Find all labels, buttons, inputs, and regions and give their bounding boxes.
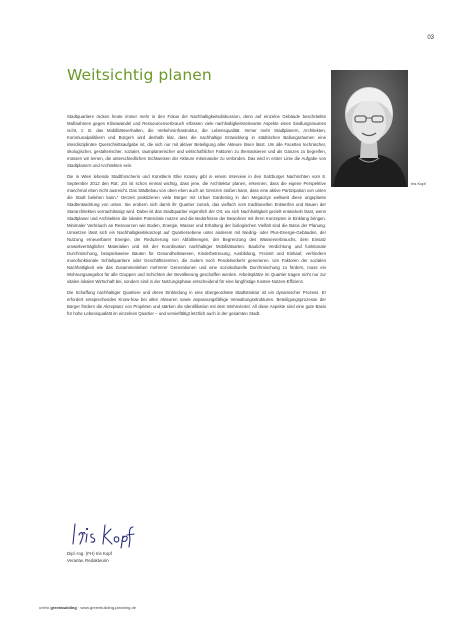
page-title: Weitsichtig planen (67, 66, 212, 84)
footer-url: · www.greenbuilding-planning.de (77, 605, 136, 610)
body-text (67, 114, 326, 322)
page-number: 03 (427, 35, 434, 41)
handwritten-signature (67, 519, 137, 554)
signer-name: Dipl.-Ing. (FH) Iris Kopf (67, 551, 112, 556)
author-photo (331, 70, 408, 187)
signer-block (67, 551, 112, 564)
signature-image (67, 519, 137, 549)
footer-brand: ortho (39, 605, 50, 610)
paragraph: Die in Wien lebende Stadtforscherin und Künstlerin Elke Krasny gibt in einem Interview in den Salzburger Nachrichten vom 8. September 2012 den Rat: „Es ist schon einmal wichtig, dass jene, die Architektur planen, erkennen, dass die eigene Perspektive manchmal eben nicht ausreicht. Das Städtebau von oben eben auch an Grenzen stoßen kann, dass eine aktive Partizipation von unten die Stadt beleben kann.“ Derzeit praktizieren viele Bürger mit Urban Gardening in den Megacitys weltweit diese ungeplante Stadtentwicklung von unten. Sie erobern sich damit ihr Quartier zurück, das vielfach vom traditionellen Entwerfen und Bauen der Stararchitekten vernachlässigt wird. Dabei ist das Stadtquartier eigentlich der Ort, wo sich Nachhaltigkeit gezielt entwickeln lässt, wenn Stadtplaner und Architekten die lokalen Potenziale nutzen und die Bedürfnisse der Bewohner mit ihren Konzepten in Einklang bringen. Minimaler Verbrauch an Ressourcen wie Boden, Energie, Wasser und Erhaltung der biologischen Vielfalt sind die Basis der Planung. Umsetzen lässt sich ein Nachhaltigkeitskonzept auf Quartiersebene unter anderem mit Niedrig- oder Plus-Energie-Gebäuden, der Nutzung erneuerbarer Energie, der Reduzierung von Abfallmengen, der Begrenzung des Wasserverbrauchs, dem Einsatz umweltverträglicher Materialien und mit der Koordination nachhaltiger Mobilitätsarten. Bauliche Verdichtung und funktionale Durchmischung, beispielsweise Bauten für Gesundheitswesen, Kinderbetreuung, Ausbildung, Freizeit und Einkauf, verhindern monofunktionale Schlafquartiere oder Geschäftszentren, die zudem noch Pendelverkehr generieren. Um Faktoren der sozialen Nachhaltigkeit wie das Zusammenleben mehrerer Generationen und eine soziokulturelle Durchmischung zu fördern, muss ein Wohnungsangebot für alle Gruppen und Schichten der Bevölkerung geschaffen werden. Arbeitsplätze im Quartier tragen nicht nur zur vitalen lokalen Wirtschaft bei, sondern sind in der Nutzungsphase entscheidend für eine langfristige Kosten-Nutzen-Effizienz. (67, 174, 326, 284)
signer-role: Verantw. Redakteurin (67, 557, 109, 563)
photo-caption: Iris Kopf (411, 181, 426, 186)
paragraph: Stadtquartiere rücken heute immer mehr in den Fokus der Nachhaltigkeitsdiskussion, denn auf einzelne Gebäude beschränkte Maßnahmen gegen Klimawandel und Ressourcenverbrauch erfassen viele nachhaltigkeitsrelevante Aspekte eines Siedlungsraumes nicht, z. B. das Mobilitätsverhalten, die Verkehrsinfrastruktur, die Lebensqualität. Immer mehr Stadtplanern, Architekten, Kommunalpolitikern und Bürgern wird deshalb klar, dass die nachhaltige Entwicklung in städtischen Ballungsräumen eine interdisziplinäre Querschnittsaufgabe ist, die sich nur mit aktiver Beteiligung aller Akteure lösen lässt. Um alle Facetten technischer, ökologischer, gestalterischer, sozialer, raumplanerischer und wirtschaftlicher Faktoren zu thematisieren und als Ganzes zu begreifen, müssen wir lernen, die unterschiedlichen Sichtweisen der Akteure miteinander zu verbinden. Das wird in erster Linie die Aufgabe von Stadtplanern und Architekten sein. (67, 114, 326, 168)
page-footer (39, 605, 136, 610)
paragraph: Die Schaffung nachhaltiger Quartiere und deren Einbindung in eine übergeordnete Stadtstruktur ist ein dynamischer Prozess. Er erfordert entsprechendes Know-how bei allen Akteuren sowie anpassungsfähige Verwaltungsstrukturen. Beteiligungsprozesse der Bürger fördern die Akzeptanz von Projekten und stärken die Identifikation mit dem Wohnviertel. All diese Aspekte sind eine gute Basis für hohe Lebensqualität im einzelnen Quartier – und vervielfältigt letztlich auch in der gesamten Stadt. (67, 290, 326, 316)
portrait-image (331, 70, 408, 187)
footer-title: greenbuilding (50, 605, 77, 610)
